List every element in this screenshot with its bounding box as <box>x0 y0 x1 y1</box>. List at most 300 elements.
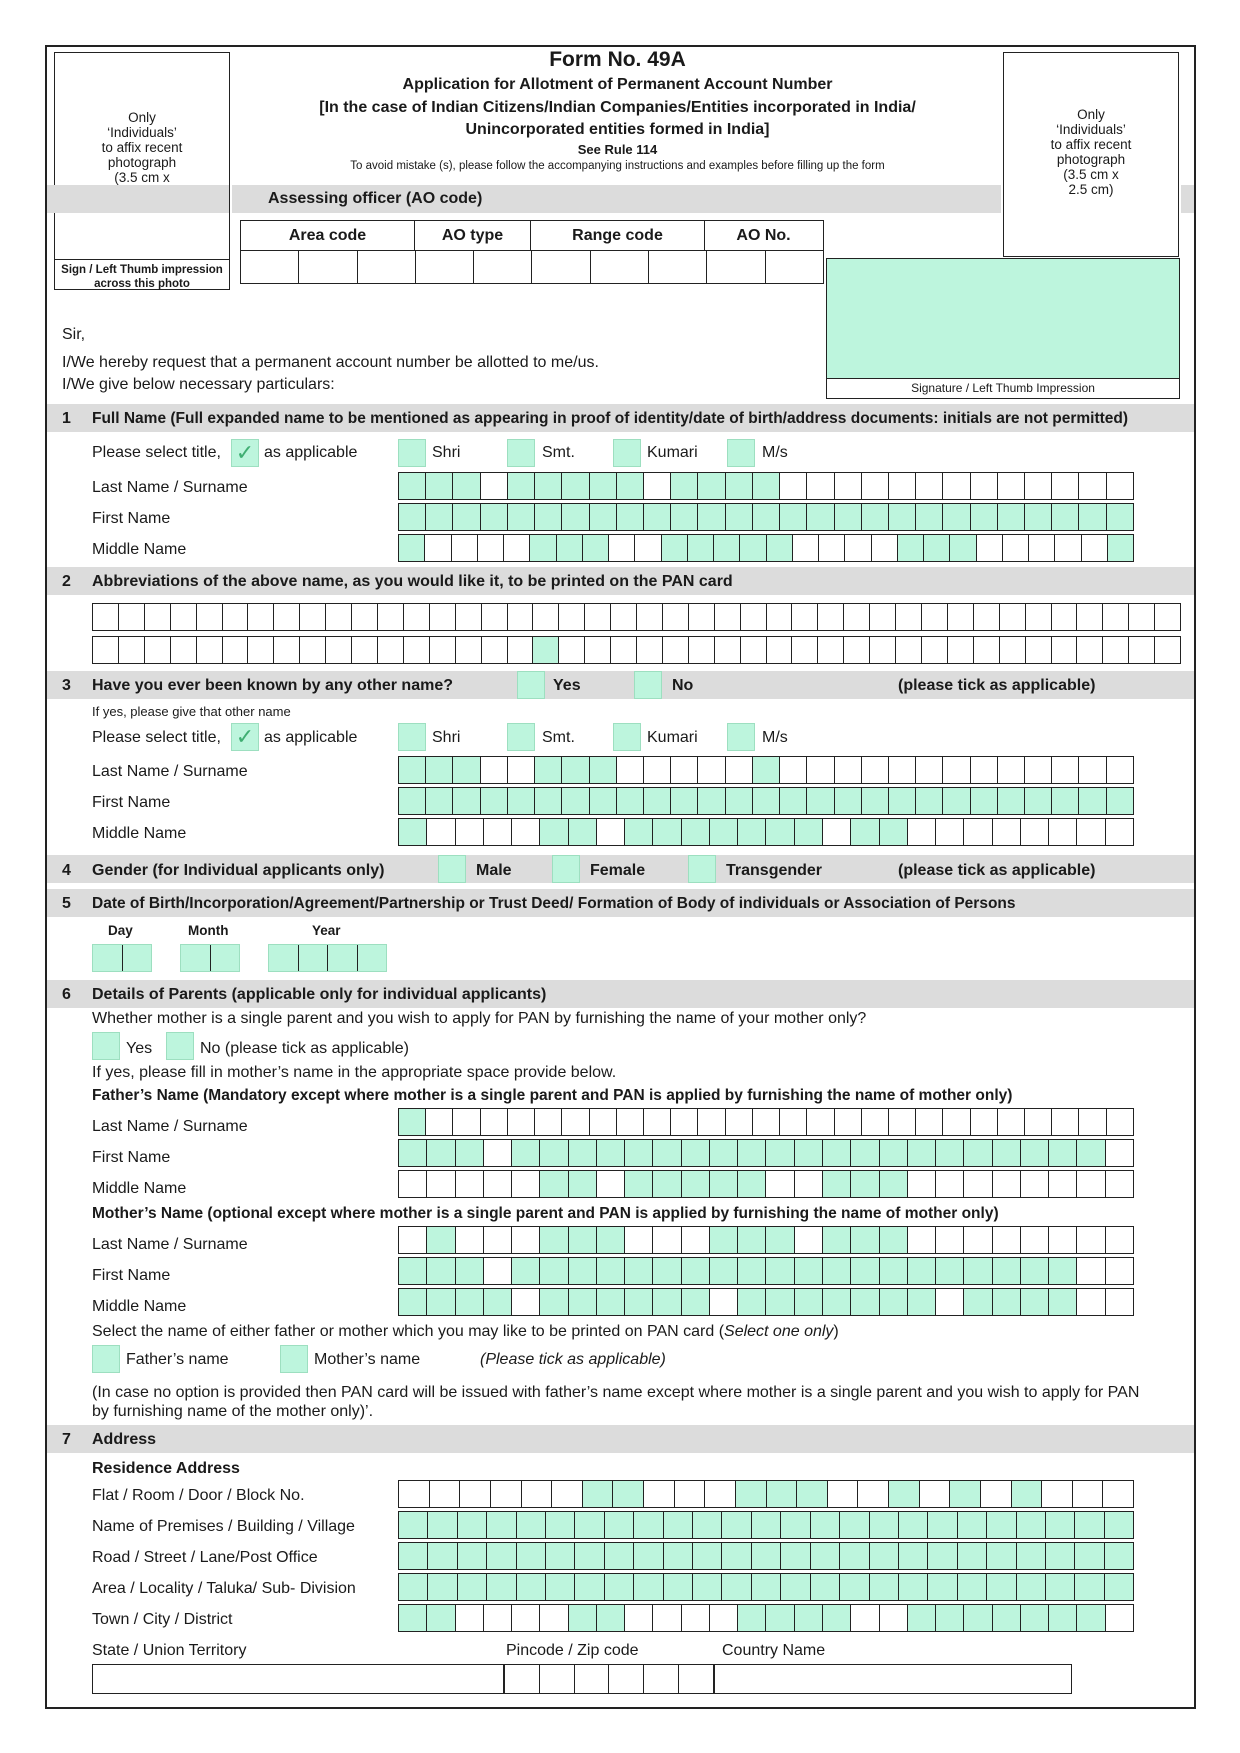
char-box[interactable] <box>780 504 807 530</box>
char-box[interactable] <box>635 535 661 561</box>
char-box[interactable] <box>1021 1258 1049 1284</box>
char-box[interactable] <box>557 535 583 561</box>
char-box[interactable] <box>481 788 508 814</box>
char-box[interactable] <box>1077 1258 1105 1284</box>
char-box[interactable] <box>535 788 562 814</box>
char-box[interactable] <box>682 819 710 845</box>
char-box[interactable] <box>535 1109 562 1135</box>
char-box[interactable] <box>1106 1171 1133 1197</box>
char-box[interactable] <box>981 1481 1012 1507</box>
char-box[interactable] <box>540 1227 568 1253</box>
char-box[interactable] <box>1025 788 1052 814</box>
char-box[interactable] <box>835 504 862 530</box>
char-box[interactable] <box>223 637 249 663</box>
char-box[interactable] <box>530 535 556 561</box>
char-box[interactable] <box>738 1289 766 1315</box>
char-box[interactable] <box>1017 1512 1046 1538</box>
char-box[interactable] <box>569 1258 597 1284</box>
char-box[interactable] <box>625 1258 653 1284</box>
char-box[interactable] <box>851 819 879 845</box>
char-box[interactable] <box>123 945 152 971</box>
char-box[interactable] <box>487 1512 516 1538</box>
char-box[interactable] <box>605 1543 634 1569</box>
char-box[interactable] <box>705 1481 736 1507</box>
char-box[interactable] <box>625 819 653 845</box>
char-box[interactable] <box>597 1258 625 1284</box>
char-box[interactable] <box>274 637 300 663</box>
char-box[interactable] <box>540 1171 568 1197</box>
char-box[interactable] <box>597 1227 625 1253</box>
char-box[interactable] <box>1105 1512 1133 1538</box>
char-box[interactable] <box>399 1543 428 1569</box>
char-box[interactable] <box>399 504 426 530</box>
char-box[interactable] <box>453 788 480 814</box>
char-box[interactable] <box>823 1605 851 1631</box>
char-box[interactable] <box>998 788 1025 814</box>
char-box[interactable] <box>1077 1289 1105 1315</box>
char-box[interactable] <box>993 1171 1021 1197</box>
char-box[interactable] <box>1046 1512 1075 1538</box>
char-box[interactable] <box>484 1171 512 1197</box>
char-box[interactable] <box>1052 757 1079 783</box>
char-box[interactable] <box>987 1543 1016 1569</box>
char-box[interactable] <box>662 535 688 561</box>
char-box[interactable] <box>456 819 484 845</box>
char-box[interactable] <box>535 473 562 499</box>
char-box[interactable] <box>605 1512 634 1538</box>
char-box[interactable] <box>512 1258 540 1284</box>
char-box[interactable] <box>1106 819 1133 845</box>
char-box[interactable] <box>1073 1481 1104 1507</box>
char-box[interactable] <box>807 473 834 499</box>
char-box[interactable] <box>425 535 451 561</box>
char-box[interactable] <box>908 1289 936 1315</box>
char-box[interactable] <box>546 1574 575 1600</box>
char-box[interactable] <box>300 604 326 630</box>
char-box[interactable] <box>378 637 404 663</box>
char-box[interactable] <box>780 473 807 499</box>
char-box[interactable] <box>590 473 617 499</box>
char-box[interactable] <box>426 757 453 783</box>
mother-middle-name-boxes[interactable] <box>398 1288 1134 1316</box>
char-box[interactable] <box>896 637 922 663</box>
char-box[interactable] <box>844 604 870 630</box>
char-box[interactable] <box>1049 1258 1077 1284</box>
char-box[interactable] <box>512 1227 540 1253</box>
char-box[interactable] <box>487 1543 516 1569</box>
char-box[interactable] <box>575 1543 604 1569</box>
char-box[interactable] <box>453 473 480 499</box>
char-box[interactable] <box>851 1289 879 1315</box>
char-box[interactable] <box>689 604 715 630</box>
char-box[interactable] <box>181 945 211 971</box>
char-box[interactable] <box>924 535 950 561</box>
char-box[interactable] <box>1106 1289 1133 1315</box>
title-smt-checkbox[interactable] <box>507 439 535 467</box>
char-box[interactable] <box>546 1512 575 1538</box>
char-box[interactable] <box>1021 1289 1049 1315</box>
char-box[interactable] <box>653 1171 681 1197</box>
char-box[interactable] <box>1107 1109 1133 1135</box>
char-box[interactable] <box>611 637 637 663</box>
char-box[interactable] <box>671 788 698 814</box>
char-box[interactable] <box>835 1109 862 1135</box>
ao-code-box[interactable] <box>416 251 474 283</box>
char-box[interactable] <box>484 1227 512 1253</box>
char-box[interactable] <box>1017 1574 1046 1600</box>
char-box[interactable] <box>300 637 326 663</box>
char-box[interactable] <box>663 604 689 630</box>
char-box[interactable] <box>971 757 998 783</box>
char-box[interactable] <box>583 1481 614 1507</box>
char-box[interactable] <box>605 1574 634 1600</box>
char-box[interactable] <box>609 535 635 561</box>
abbreviation-boxes-row1[interactable] <box>92 603 1181 631</box>
char-box[interactable] <box>780 757 807 783</box>
char-box[interactable] <box>840 1574 869 1600</box>
char-box[interactable] <box>740 535 766 561</box>
char-box[interactable] <box>1049 1227 1077 1253</box>
char-box[interactable] <box>634 1574 663 1600</box>
char-box[interactable] <box>430 604 456 630</box>
char-box[interactable] <box>428 1574 457 1600</box>
char-box[interactable] <box>870 1574 899 1600</box>
char-box[interactable] <box>597 1140 625 1166</box>
char-box[interactable] <box>835 788 862 814</box>
char-box[interactable] <box>993 1227 1021 1253</box>
char-box[interactable] <box>795 1171 823 1197</box>
char-box[interactable] <box>1025 473 1052 499</box>
char-box[interactable] <box>1052 1109 1079 1135</box>
char-box[interactable] <box>428 1543 457 1569</box>
char-box[interactable] <box>508 1109 535 1135</box>
char-box[interactable] <box>352 637 378 663</box>
char-box[interactable] <box>481 757 508 783</box>
other-middle-name-boxes[interactable] <box>398 818 1134 846</box>
char-box[interactable] <box>427 1289 455 1315</box>
char-box[interactable] <box>399 819 427 845</box>
char-box[interactable] <box>552 1481 583 1507</box>
char-box[interactable] <box>1029 535 1055 561</box>
char-box[interactable] <box>482 637 508 663</box>
char-box[interactable] <box>590 757 617 783</box>
char-box[interactable] <box>427 1605 455 1631</box>
ao-code-box[interactable] <box>532 251 590 283</box>
char-box[interactable] <box>936 1258 964 1284</box>
char-box[interactable] <box>971 788 998 814</box>
char-box[interactable] <box>943 788 970 814</box>
char-box[interactable] <box>625 1227 653 1253</box>
char-box[interactable] <box>795 1605 823 1631</box>
char-box[interactable] <box>352 604 378 630</box>
town-boxes[interactable] <box>398 1604 1134 1632</box>
char-box[interactable] <box>1000 637 1026 663</box>
char-box[interactable] <box>698 504 725 530</box>
char-box[interactable] <box>896 604 922 630</box>
char-box[interactable] <box>1026 637 1052 663</box>
char-box[interactable] <box>569 1289 597 1315</box>
char-box[interactable] <box>399 757 426 783</box>
char-box[interactable] <box>795 1140 823 1166</box>
char-box[interactable] <box>458 1512 487 1538</box>
char-box[interactable] <box>1105 1543 1133 1569</box>
char-box[interactable] <box>880 1289 908 1315</box>
char-box[interactable] <box>823 1140 851 1166</box>
char-box[interactable] <box>862 757 889 783</box>
char-box[interactable] <box>569 1227 597 1253</box>
char-box[interactable] <box>404 604 430 630</box>
title-shri-checkbox[interactable] <box>398 723 426 751</box>
char-box[interactable] <box>1077 637 1103 663</box>
char-box[interactable] <box>889 788 916 814</box>
char-box[interactable] <box>964 1258 992 1284</box>
ao-code-box[interactable] <box>358 251 416 283</box>
char-box[interactable] <box>993 1605 1021 1631</box>
char-box[interactable] <box>653 819 681 845</box>
char-box[interactable] <box>484 1289 512 1315</box>
char-box[interactable] <box>715 637 741 663</box>
title-ms-checkbox[interactable] <box>727 439 755 467</box>
char-box[interactable] <box>916 788 943 814</box>
char-box[interactable] <box>898 535 924 561</box>
char-box[interactable] <box>399 1258 427 1284</box>
char-box[interactable] <box>533 637 559 663</box>
char-box[interactable] <box>807 757 834 783</box>
char-box[interactable] <box>1108 535 1133 561</box>
char-box[interactable] <box>93 945 123 971</box>
char-box[interactable] <box>781 1543 810 1569</box>
char-box[interactable] <box>1052 473 1079 499</box>
char-box[interactable] <box>484 819 512 845</box>
char-box[interactable] <box>793 535 819 561</box>
char-box[interactable] <box>559 604 585 630</box>
char-box[interactable] <box>1077 1171 1105 1197</box>
char-box[interactable] <box>880 1171 908 1197</box>
char-box[interactable] <box>1003 535 1029 561</box>
char-box[interactable] <box>880 1140 908 1166</box>
other-name-yes-checkbox[interactable] <box>517 671 545 699</box>
char-box[interactable] <box>698 788 725 814</box>
char-box[interactable] <box>736 1481 767 1507</box>
char-box[interactable] <box>1055 535 1081 561</box>
char-box[interactable] <box>693 1543 722 1569</box>
title-shri-checkbox[interactable] <box>398 439 426 467</box>
char-box[interactable] <box>916 1109 943 1135</box>
print-mother-checkbox[interactable] <box>280 1345 308 1373</box>
char-box[interactable] <box>590 504 617 530</box>
char-box[interactable] <box>993 819 1021 845</box>
char-box[interactable] <box>617 788 644 814</box>
char-box[interactable] <box>767 637 793 663</box>
char-box[interactable] <box>171 637 197 663</box>
char-box[interactable] <box>453 757 480 783</box>
char-box[interactable] <box>1103 604 1129 630</box>
char-box[interactable] <box>428 1512 457 1538</box>
char-box[interactable] <box>637 637 663 663</box>
char-box[interactable] <box>585 637 611 663</box>
char-box[interactable] <box>512 1289 540 1315</box>
char-box[interactable] <box>682 1227 710 1253</box>
char-box[interactable] <box>453 1109 480 1135</box>
char-box[interactable] <box>613 1481 644 1507</box>
signature-box[interactable] <box>826 258 1180 379</box>
char-box[interactable] <box>562 504 589 530</box>
char-box[interactable] <box>987 1512 1016 1538</box>
char-box[interactable] <box>835 473 862 499</box>
char-box[interactable] <box>722 1574 751 1600</box>
char-box[interactable] <box>653 1289 681 1315</box>
middle-name-boxes[interactable] <box>398 534 1134 562</box>
char-box[interactable] <box>781 1512 810 1538</box>
char-box[interactable] <box>653 1258 681 1284</box>
char-box[interactable] <box>722 1543 751 1569</box>
char-box[interactable] <box>197 604 223 630</box>
char-box[interactable] <box>693 1574 722 1600</box>
char-box[interactable] <box>644 504 671 530</box>
char-box[interactable] <box>404 637 430 663</box>
char-box[interactable] <box>546 1543 575 1569</box>
char-box[interactable] <box>274 604 300 630</box>
char-box[interactable] <box>845 535 871 561</box>
char-box[interactable] <box>1049 1171 1077 1197</box>
char-box[interactable] <box>1079 473 1106 499</box>
char-box[interactable] <box>964 1227 992 1253</box>
char-box[interactable] <box>535 757 562 783</box>
char-box[interactable] <box>752 1512 781 1538</box>
char-box[interactable] <box>456 1140 484 1166</box>
char-box[interactable] <box>617 757 644 783</box>
char-box[interactable] <box>597 1605 625 1631</box>
char-box[interactable] <box>752 1543 781 1569</box>
char-box[interactable] <box>840 1543 869 1569</box>
char-box[interactable] <box>958 1574 987 1600</box>
char-box[interactable] <box>920 1481 951 1507</box>
char-box[interactable] <box>399 1109 426 1135</box>
char-box[interactable] <box>625 1171 653 1197</box>
char-box[interactable] <box>792 637 818 663</box>
char-box[interactable] <box>862 504 889 530</box>
char-box[interactable] <box>948 604 974 630</box>
char-box[interactable] <box>1077 819 1105 845</box>
char-box[interactable] <box>710 1258 738 1284</box>
char-box[interactable] <box>597 1171 625 1197</box>
char-box[interactable] <box>512 819 540 845</box>
char-box[interactable] <box>644 1665 679 1693</box>
char-box[interactable] <box>916 473 943 499</box>
char-box[interactable] <box>698 473 725 499</box>
char-box[interactable] <box>430 637 456 663</box>
char-box[interactable] <box>1077 1140 1105 1166</box>
char-box[interactable] <box>682 1605 710 1631</box>
char-box[interactable] <box>481 504 508 530</box>
char-box[interactable] <box>928 1543 957 1569</box>
char-box[interactable] <box>693 1512 722 1538</box>
char-box[interactable] <box>1021 1605 1049 1631</box>
title-kumari-checkbox[interactable] <box>613 723 641 751</box>
char-box[interactable] <box>540 1140 568 1166</box>
char-box[interactable] <box>171 604 197 630</box>
char-box[interactable] <box>964 1171 992 1197</box>
char-box[interactable] <box>1052 604 1078 630</box>
char-box[interactable] <box>508 604 534 630</box>
country-input[interactable] <box>714 1664 1072 1694</box>
char-box[interactable] <box>943 1109 970 1135</box>
char-box[interactable] <box>664 1574 693 1600</box>
char-box[interactable] <box>491 1481 522 1507</box>
char-box[interactable] <box>460 1481 491 1507</box>
char-box[interactable] <box>1079 1109 1106 1135</box>
char-box[interactable] <box>1026 604 1052 630</box>
char-box[interactable] <box>766 1289 794 1315</box>
char-box[interactable] <box>569 819 597 845</box>
char-box[interactable] <box>1049 819 1077 845</box>
char-box[interactable] <box>478 535 504 561</box>
char-box[interactable] <box>823 1289 851 1315</box>
char-box[interactable] <box>597 819 625 845</box>
char-box[interactable] <box>964 1605 992 1631</box>
char-box[interactable] <box>851 1171 879 1197</box>
char-box[interactable] <box>1046 1574 1075 1600</box>
char-box[interactable] <box>119 604 145 630</box>
char-box[interactable] <box>858 1481 889 1507</box>
char-box[interactable] <box>726 473 753 499</box>
char-box[interactable] <box>508 504 535 530</box>
char-box[interactable] <box>426 1109 453 1135</box>
char-box[interactable] <box>427 1258 455 1284</box>
char-box[interactable] <box>908 819 936 845</box>
dob-day-boxes[interactable] <box>92 944 152 972</box>
char-box[interactable] <box>575 1665 610 1693</box>
char-box[interactable] <box>766 1258 794 1284</box>
char-box[interactable] <box>653 1605 681 1631</box>
char-box[interactable] <box>862 473 889 499</box>
char-box[interactable] <box>964 819 992 845</box>
mother-last-name-boxes[interactable] <box>398 1226 1134 1254</box>
char-box[interactable] <box>880 1227 908 1253</box>
char-box[interactable] <box>625 1140 653 1166</box>
char-box[interactable] <box>928 1574 957 1600</box>
char-box[interactable] <box>326 637 352 663</box>
char-box[interactable] <box>653 1227 681 1253</box>
char-box[interactable] <box>399 473 426 499</box>
char-box[interactable] <box>399 1605 427 1631</box>
char-box[interactable] <box>738 819 766 845</box>
char-box[interactable] <box>1107 504 1133 530</box>
area-boxes[interactable] <box>398 1573 1134 1601</box>
char-box[interactable] <box>625 1289 653 1315</box>
char-box[interactable] <box>1052 504 1079 530</box>
char-box[interactable] <box>1046 1543 1075 1569</box>
char-box[interactable] <box>508 473 535 499</box>
char-box[interactable] <box>512 1171 540 1197</box>
char-box[interactable] <box>540 1665 575 1693</box>
char-box[interactable] <box>1106 1605 1133 1631</box>
char-box[interactable] <box>634 1512 663 1538</box>
char-box[interactable] <box>971 504 998 530</box>
char-box[interactable] <box>880 819 908 845</box>
char-box[interactable] <box>766 1171 794 1197</box>
char-box[interactable] <box>609 1665 644 1693</box>
father-last-name-boxes[interactable] <box>398 1108 1134 1136</box>
char-box[interactable] <box>248 637 274 663</box>
char-box[interactable] <box>715 604 741 630</box>
char-box[interactable] <box>575 1574 604 1600</box>
char-box[interactable] <box>889 473 916 499</box>
char-box[interactable] <box>916 757 943 783</box>
char-box[interactable] <box>870 604 896 630</box>
char-box[interactable] <box>1042 1481 1073 1507</box>
char-box[interactable] <box>399 1574 428 1600</box>
